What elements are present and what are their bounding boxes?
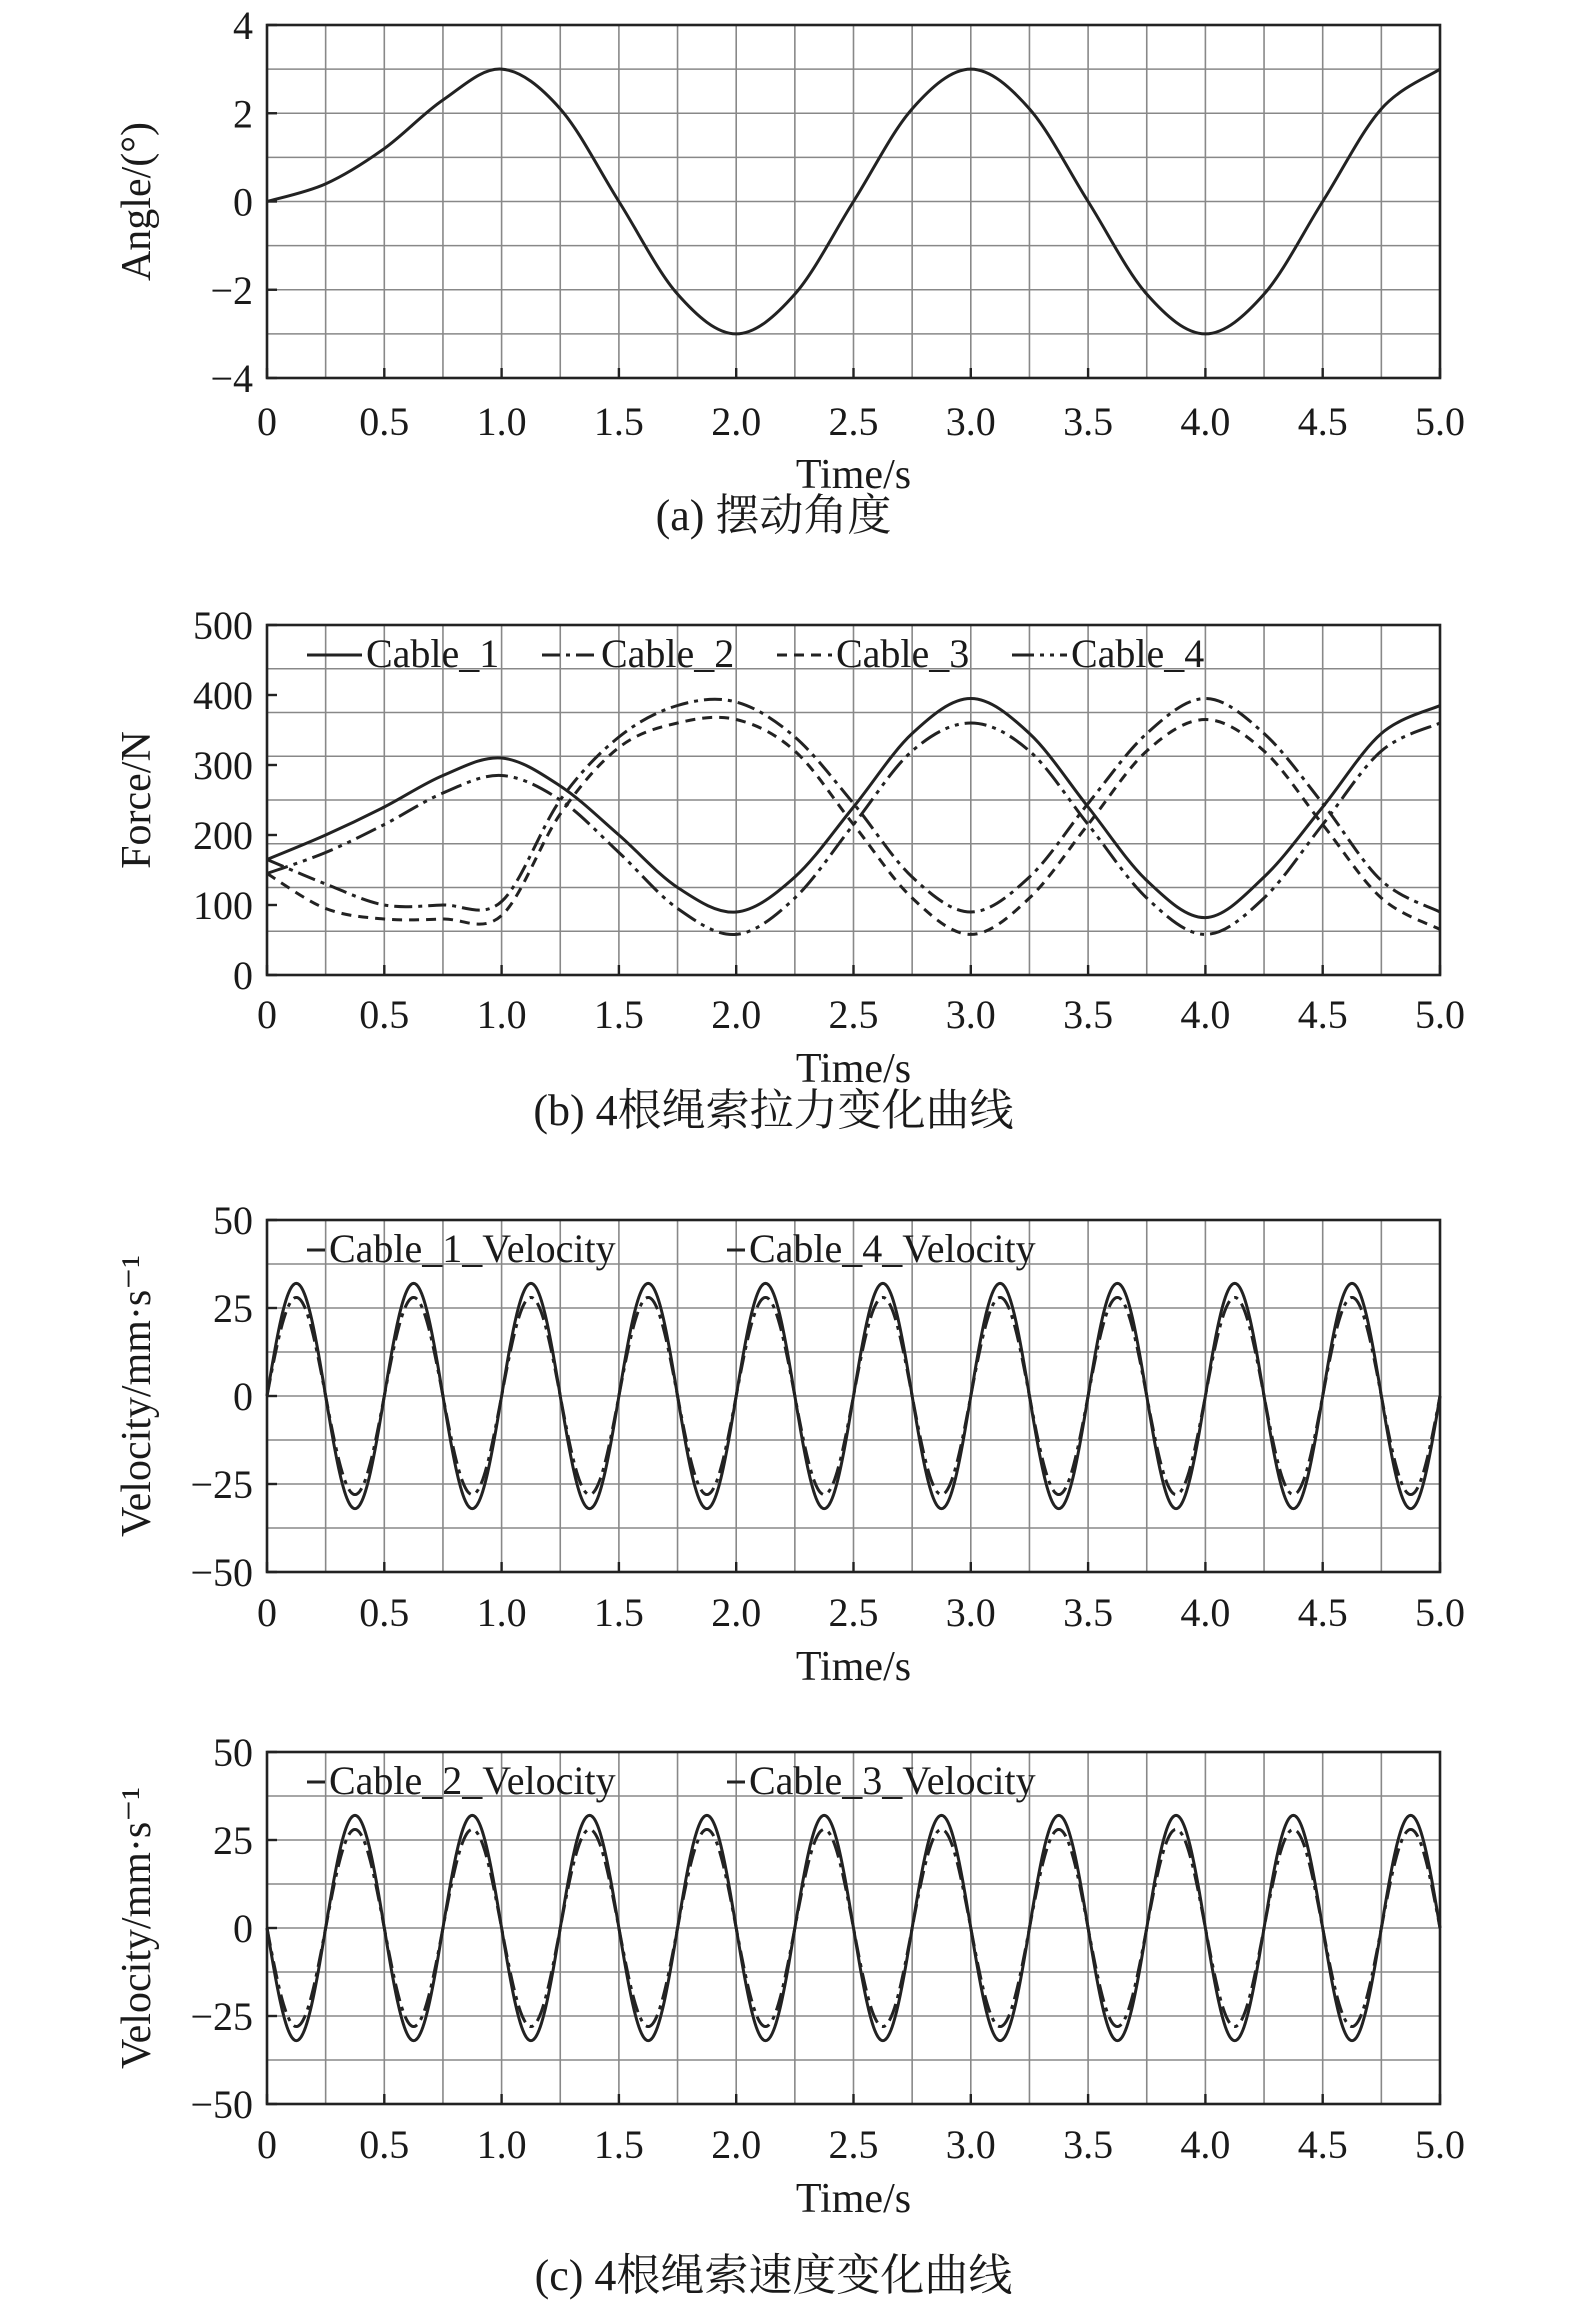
y-tick-label: 50 [213,1730,253,1775]
x-tick-label: 2.0 [711,992,762,1037]
y-tick-label: −2 [210,267,253,313]
x-tick-label: 4.5 [1297,1590,1348,1635]
x-tick-label: 2.0 [711,399,762,444]
x-tick-label: 4.0 [1180,992,1231,1037]
x-tick-label: 4.0 [1180,2122,1231,2167]
x-tick-label: 3.5 [1063,1590,1114,1635]
x-tick-label: 2.0 [711,1590,762,1635]
x-axis-title: Time/s [795,452,912,498]
x-tick-label: 3.0 [945,1590,996,1635]
x-tick-label: 0 [257,399,277,444]
legend-label: Cable_1_Velocity [329,1226,616,1271]
panel-b-force [114,603,1465,1135]
panel-c-velocity-cables-1-4 [114,1198,1465,1690]
x-tick-label: 0 [257,992,277,1037]
panel-c-velocity-cables-2-3 [114,1730,1465,2300]
x-axis-title: Time/s [795,1046,912,1092]
legend-label: Cable_4 [1071,631,1205,676]
y-tick-label: 100 [193,883,253,928]
y-axis-title: Force/N [114,731,160,869]
x-tick-label: 2.5 [828,2122,879,2167]
x-tick-label: 2.5 [828,992,879,1037]
x-tick-label: 4.0 [1180,1590,1231,1635]
x-tick-label: 1.5 [593,992,644,1037]
y-tick-label: −25 [190,1994,253,2039]
y-tick-label: 25 [213,1818,253,1863]
legend-label: Cable_2 [601,631,735,676]
y-tick-label: 400 [193,673,253,718]
x-tick-label: 1.0 [476,399,527,444]
panel-caption: (c) 4根绳索速度变化曲线 [534,2251,1013,2300]
y-tick-label: 500 [193,603,253,648]
x-tick-label: 4.5 [1297,399,1348,444]
y-tick-label: −25 [190,1462,253,1507]
y-axis-title: Velocity/mm·s⁻¹ [114,1786,160,2070]
x-tick-label: 3.5 [1063,399,1114,444]
x-tick-label: 0 [257,2122,277,2167]
y-tick-label: −50 [190,2082,253,2127]
x-tick-label: 3.0 [945,992,996,1037]
x-tick-label: 1.5 [593,2122,644,2167]
x-tick-label: 2.5 [828,399,879,444]
x-tick-label: 0.5 [359,2122,410,2167]
x-tick-label: 5.0 [1415,1590,1465,1635]
x-tick-label: 3.0 [945,399,996,444]
panel-caption: (a) 摆动角度 [655,491,892,540]
x-axis-title: Time/s [795,2176,912,2222]
y-tick-label: 300 [193,743,253,788]
x-tick-label: 4.5 [1297,2122,1348,2167]
panel-caption: (b) 4根绳索拉力变化曲线 [533,1086,1014,1135]
y-tick-label: 0 [233,179,253,225]
x-tick-label: 3.5 [1063,992,1114,1037]
y-axis-title: Angle/(°) [114,121,160,282]
y-tick-label: 25 [213,1286,253,1331]
x-tick-label: 1.5 [593,399,644,444]
x-tick-label: 0.5 [359,399,410,444]
y-tick-label: 200 [193,813,253,858]
y-tick-label: −4 [210,356,253,401]
y-tick-label: 0 [233,1374,253,1419]
y-tick-label: 4 [233,3,253,48]
x-tick-label: 1.0 [476,2122,527,2167]
x-tick-label: 0 [257,1590,277,1635]
legend-label: Cable_3 [836,631,970,676]
x-tick-label: 1.0 [476,992,527,1037]
y-tick-label: 50 [213,1198,253,1243]
legend-label: Cable_2_Velocity [329,1758,616,1803]
x-tick-label: 0.5 [359,992,410,1037]
panel-a-angle [114,3,1465,540]
x-tick-label: 2.5 [828,1590,879,1635]
x-tick-label: 4.0 [1180,399,1231,444]
legend-label: Cable_1 [366,631,500,676]
x-tick-label: 5.0 [1415,399,1465,444]
x-tick-label: 3.0 [945,2122,996,2167]
y-tick-label: 0 [233,1906,253,1951]
x-tick-label: 3.5 [1063,2122,1114,2167]
y-tick-label: 2 [233,91,253,137]
legend-label: Cable_4_Velocity [749,1226,1036,1271]
x-tick-label: 2.0 [711,2122,762,2167]
y-axis-title: Velocity/mm·s⁻¹ [114,1254,160,1538]
y-tick-label: −50 [190,1550,253,1595]
y-tick-label: 0 [233,953,253,998]
x-tick-label: 1.5 [593,1590,644,1635]
x-tick-label: 4.5 [1297,992,1348,1037]
legend-label: Cable_3_Velocity [749,1758,1036,1803]
x-tick-label: 5.0 [1415,2122,1465,2167]
grid [267,625,1440,975]
x-tick-label: 1.0 [476,1590,527,1635]
x-axis-title: Time/s [795,1644,912,1690]
x-tick-label: 5.0 [1415,992,1465,1037]
x-tick-label: 0.5 [359,1590,410,1635]
